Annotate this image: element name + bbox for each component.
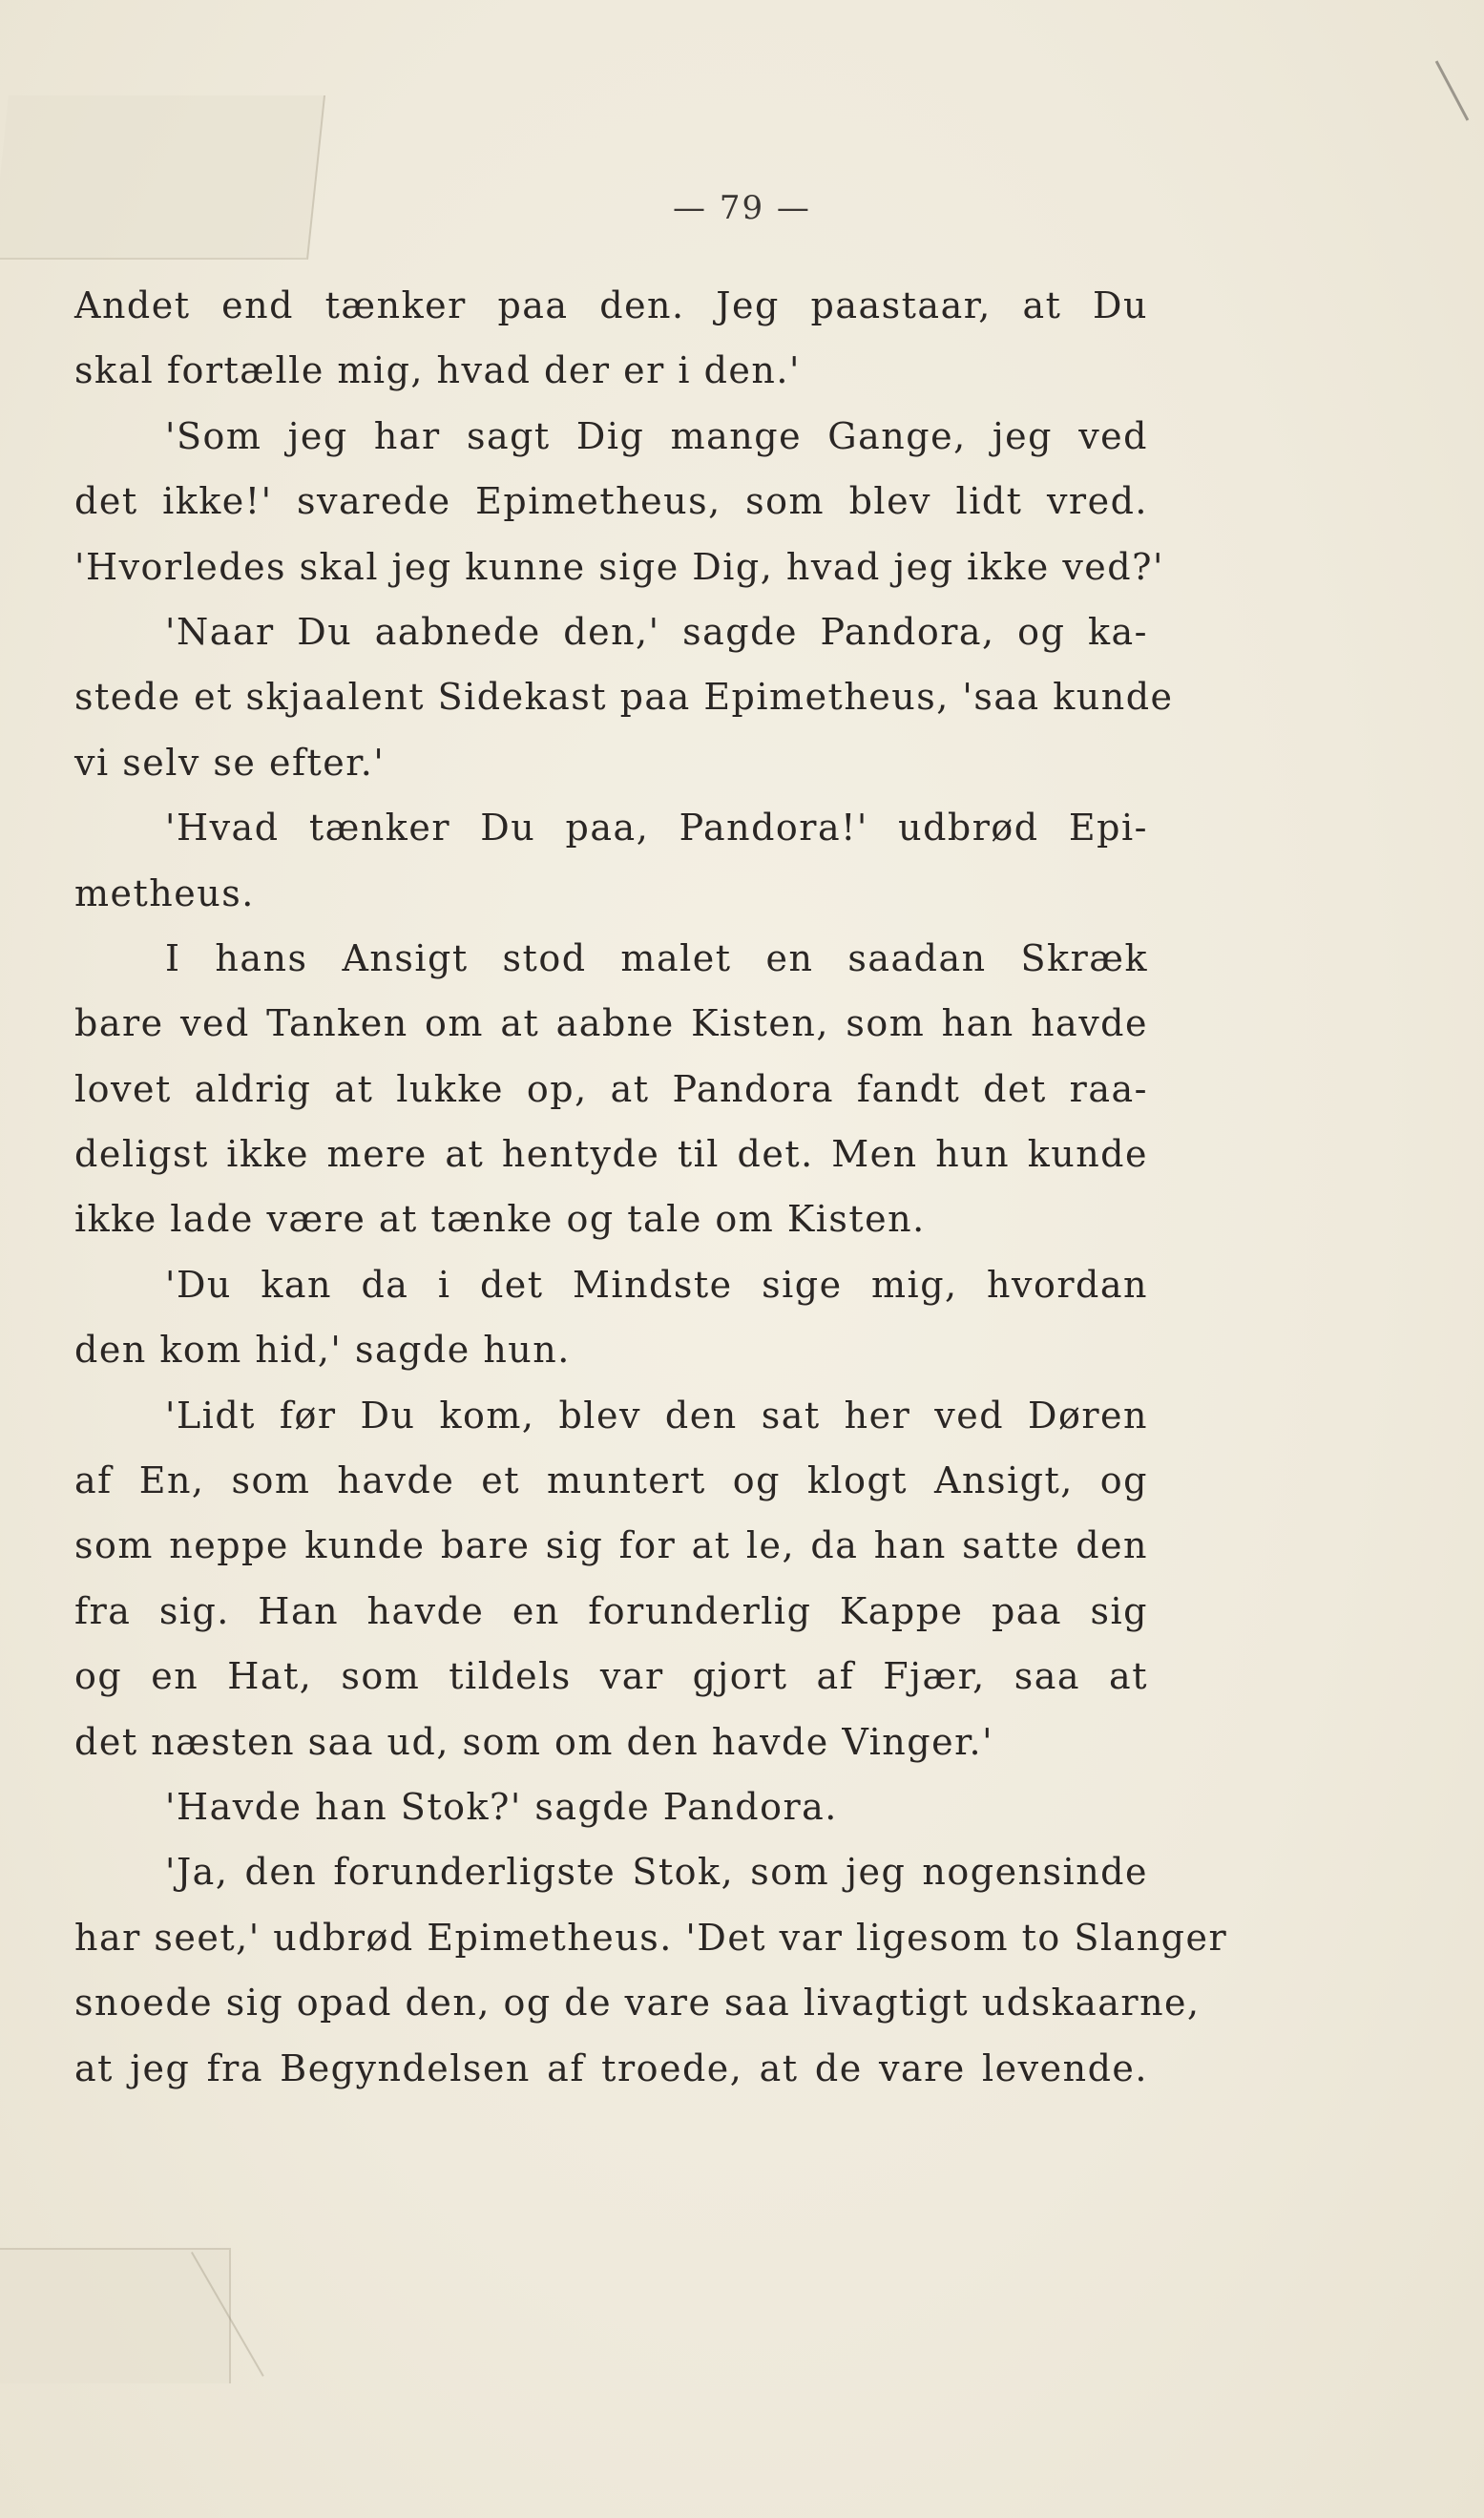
text-line: det ikke!' svarede Epimetheus, som blev lidt vred.: [74, 480, 1148, 523]
text-line: det næsten saa ud, som om den havde Vinger.': [74, 1720, 994, 1763]
text-line: Andet end tænker paa den. Jeg paastaar, at Du: [74, 284, 1148, 326]
text-line: har seet,' udbrød Epimetheus. 'Det var ligesom to Slanger: [74, 1916, 1228, 1959]
text-line: metheus.: [74, 871, 255, 914]
text-line: 'Havde han Stok?' sagde Pandora.: [165, 1785, 838, 1828]
body-text: [74, 273, 1228, 2101]
paper-stain-top-left: [0, 95, 325, 260]
text-line: og en Hat, som tildels var gjort af Fjær, saa at: [74, 1655, 1148, 1698]
paper-stain-bottom-left: [0, 2248, 231, 2383]
text-line: fra sig. Han havde en forunderlig Kappe paa sig: [74, 1589, 1148, 1632]
corner-tear-mark: [1435, 60, 1470, 120]
text-line: som neppe kunde bare sig for at le, da han satte den: [74, 1524, 1148, 1567]
text-line: 'Du kan da i det Mindste sige mig, hvordan: [165, 1263, 1148, 1306]
text-line: lovet aldrig at lukke op, at Pandora fandt det raa-: [74, 1067, 1148, 1110]
text-line: bare ved Tanken om at aabne Kisten, som han havde: [74, 1002, 1148, 1045]
text-line: stede et skjaalent Sidekast paa Epimetheus, 'saa kunde: [74, 676, 1174, 719]
text-line: af En, som havde et muntert og klogt Ansigt, og: [74, 1459, 1148, 1502]
text-line: ikke lade være at tænke og tale om Kisten.: [74, 1198, 926, 1241]
text-line: 'Ja, den forunderligste Stok, som jeg nogensinde: [165, 1851, 1148, 1894]
text-line: 'Naar Du aabnede den,' sagde Pandora, og ka-: [165, 610, 1148, 653]
text-line: snoede sig opad den, og de vare saa livagtigt udskaarne,: [74, 1982, 1201, 2025]
text-line: 'Som jeg har sagt Dig mange Gange, jeg ved: [165, 414, 1148, 457]
text-line: skal fortælle mig, hvad der er i den.': [74, 349, 801, 392]
text-line: at jeg fra Begyndelsen af troede, at de vare levende.: [74, 2046, 1148, 2089]
page-number: — 79 —: [673, 189, 811, 227]
text-line: I hans Ansigt stod malet en saadan Skræk: [165, 936, 1148, 979]
text-line: deligst ikke mere at hentyde til det. Men hun kunde: [74, 1133, 1148, 1176]
text-line: 'Hvorledes skal jeg kunne sige Dig, hvad jeg ikke ved?': [74, 545, 1164, 588]
text-line: vi selv se efter.': [74, 741, 386, 784]
text-line: 'Hvad tænker Du paa, Pandora!' udbrød Epi-: [165, 807, 1148, 850]
text-line: den kom hid,' sagde hun.: [74, 1329, 571, 1372]
text-line: 'Lidt før Du kom, blev den sat her ved Døren: [165, 1394, 1148, 1437]
